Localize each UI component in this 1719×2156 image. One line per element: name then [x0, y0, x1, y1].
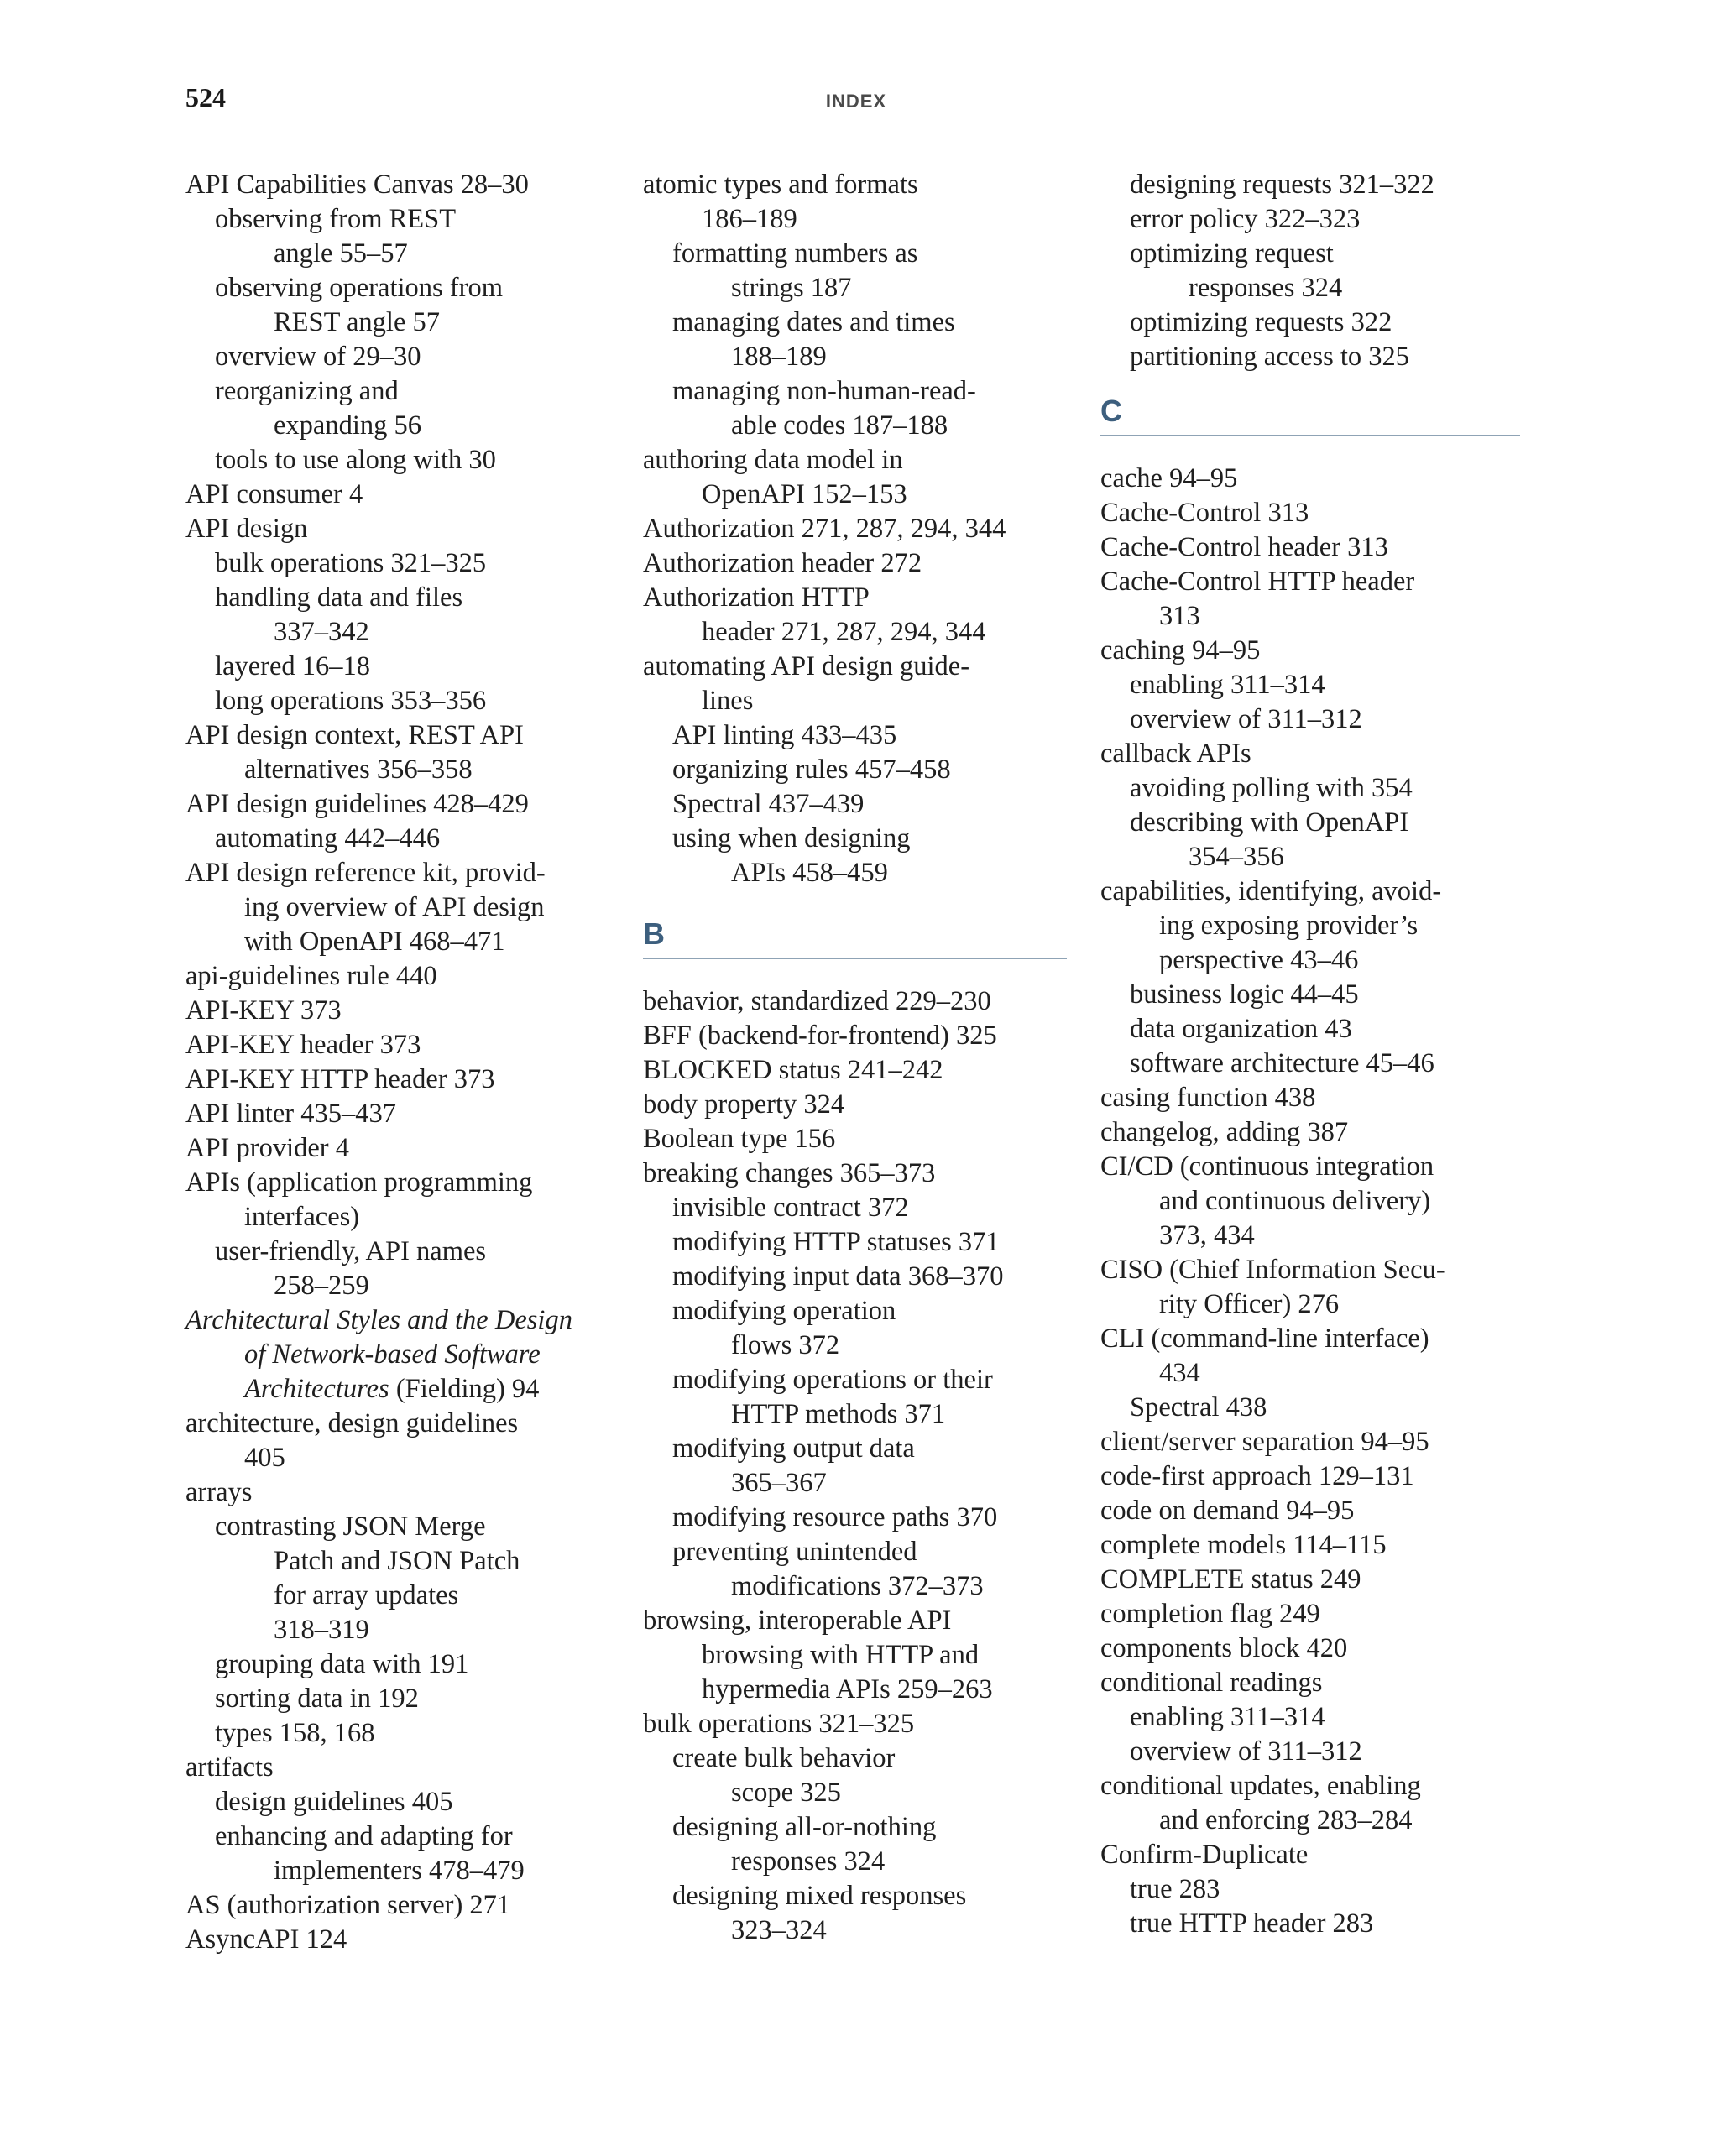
index-entry: CISO (Chief Information Secu- rity Officer) 276 [1100, 1255, 1445, 1319]
index-entry: bulk operations 321–325 [643, 1709, 915, 1739]
index-subentry: reorganizing and expanding 56 [215, 376, 422, 441]
index-entry: Authorization HTTP header 271, 287, 294, 344 [643, 582, 986, 647]
index-subentry: data organization 43 [1130, 1014, 1352, 1044]
index-subentry: true HTTP header 283 [1130, 1908, 1374, 1939]
index-entry: components block 420 [1100, 1633, 1348, 1663]
index-subentry: Spectral 438 [1130, 1392, 1267, 1423]
index-entry: Cache-Control HTTP header 313 [1100, 566, 1415, 631]
index-subentry: API linting 433–435 [672, 720, 897, 750]
index-subentry: enhancing and adapting for implementers 478–479 [215, 1821, 525, 1886]
index-entry: code on demand 94–95 [1100, 1496, 1355, 1526]
index-subentry: types 158, 168 [215, 1718, 375, 1748]
index-subentry: invisible contract 372 [672, 1193, 909, 1223]
index-subentry: design guidelines 405 [215, 1787, 453, 1817]
index-subentry: long operations 353–356 [215, 686, 487, 716]
index-entry: API design reference kit, provid- ing overview of API design with OpenAPI 468–471 [185, 858, 546, 957]
index-entry: authoring data model in OpenAPI 152–153 [643, 445, 907, 509]
index-subentry: modifying operations or their HTTP methods 371 [672, 1365, 993, 1429]
index-subentry: create bulk behavior scope 325 [672, 1743, 896, 1808]
index-subentry: Spectral 437–439 [672, 789, 865, 819]
running-head: INDEX [825, 91, 887, 112]
index-entry: browsing, interoperable API browsing with HTTP and hypermedia APIs 259–263 [643, 1605, 993, 1704]
index-entry: API linter 435–437 [185, 1099, 396, 1129]
index-entry: client/server separation 94–95 [1100, 1427, 1429, 1457]
index-subentry: formatting numbers as strings 187 [672, 238, 918, 303]
index-entry: changelog, adding 387 [1100, 1117, 1349, 1147]
index-entry: completion flag 249 [1100, 1599, 1320, 1629]
index-subentry: software architecture 45–46 [1130, 1048, 1434, 1078]
index-entry: casing function 438 [1100, 1083, 1316, 1113]
index-subentry: partitioning access to 325 [1130, 342, 1410, 372]
index-subentry: contrasting JSON Merge Patch and JSON Patch for array updates 318–319 [215, 1511, 520, 1645]
index-subentry: true 283 [1130, 1874, 1220, 1904]
page-number: 524 [185, 82, 226, 112]
index-subentry: overview of 311–312 [1130, 1736, 1362, 1767]
index-column-1 [185, 168, 622, 1957]
index-subentry: modifying resource paths 370 [672, 1502, 998, 1532]
index-entry: BFF (backend-for-frontend) 325 [643, 1021, 997, 1051]
index-entry: CLI (command-line interface) 434 [1100, 1323, 1429, 1388]
index-subentry: overview of 311–312 [1130, 704, 1362, 734]
index-entry: API provider 4 [185, 1133, 349, 1163]
index-entry: behavior, standardized 229–230 [643, 986, 991, 1016]
index-entry: atomic types and formats 186–189 [643, 170, 918, 234]
index-entry: AS (authorization server) 271 [185, 1890, 511, 1920]
index-subentry: optimizing request responses 324 [1130, 238, 1343, 303]
index-subentry: modifying input data 368–370 [672, 1261, 1004, 1292]
index-subentry: enabling 311–314 [1130, 1702, 1325, 1732]
index-entry: Confirm-Duplicate [1100, 1840, 1309, 1870]
index-entry: AsyncAPI 124 [185, 1924, 347, 1955]
index-column-3 [1100, 168, 1520, 1941]
index-entry: callback APIs [1100, 739, 1251, 769]
index-subentry: automating 442–446 [215, 823, 441, 854]
index-subentry: designing all-or-nothing responses 324 [672, 1812, 937, 1877]
index-entry: API-KEY 373 [185, 995, 342, 1026]
index-entry: Architectural Styles and the Design of Network-based Software Architectures (Fielding) 94 [185, 1305, 572, 1404]
index-subentry: managing dates and times 188–189 [672, 307, 955, 372]
index-subentry: avoiding polling with 354 [1130, 773, 1413, 803]
index-entry: APIs (application programming interfaces) [185, 1167, 533, 1232]
index-entry: architecture, design guidelines 405 [185, 1408, 519, 1473]
index-entry: api-guidelines rule 440 [185, 961, 437, 991]
index-entry: Cache-Control header 313 [1100, 532, 1388, 562]
section-letter-c: C [1100, 393, 1520, 436]
index-entry: artifacts [185, 1752, 274, 1783]
index-subentry: observing operations from REST angle 57 [215, 273, 503, 337]
index-entry: COMPLETE status 249 [1100, 1564, 1361, 1595]
index-subentry: preventing unintended modifications 372–373 [672, 1537, 984, 1601]
index-entry: Authorization 271, 287, 294, 344 [643, 514, 1006, 544]
index-entry: API-KEY HTTP header 373 [185, 1064, 495, 1094]
index-entry: capabilities, identifying, avoid- ing exposing provider’s perspective 43–46 [1100, 876, 1442, 975]
index-subentry: designing requests 321–322 [1130, 170, 1434, 200]
index-entry: arrays [185, 1477, 253, 1507]
index-entry: Boolean type 156 [643, 1124, 836, 1154]
index-entry: body property 324 [643, 1089, 845, 1120]
index-entry: API design context, REST API alternatives 356–358 [185, 720, 524, 785]
index-column-2 [643, 168, 1067, 1948]
index-entry: API-KEY header 373 [185, 1030, 421, 1060]
section-letter-b: B [643, 916, 1067, 959]
index-entry: breaking changes 365–373 [643, 1158, 936, 1188]
index-entry: Authorization header 272 [643, 548, 922, 578]
index-entry: CI/CD (continuous integration and continuous delivery) 373, 434 [1100, 1151, 1434, 1250]
index-subentry: grouping data with 191 [215, 1649, 469, 1679]
index-subentry: observing from REST angle 55–57 [215, 204, 457, 269]
index-subentry: modifying output data 365–367 [672, 1433, 915, 1498]
index-subentry: using when designing APIs 458–459 [672, 823, 911, 888]
index-subentry: overview of 29–30 [215, 342, 421, 372]
index-subentry: user-friendly, API names 258–259 [215, 1236, 487, 1301]
index-entry: cache 94–95 [1100, 463, 1238, 493]
index-entry: conditional readings [1100, 1668, 1323, 1698]
index-entry: API design guidelines 428–429 [185, 789, 529, 819]
index-subentry: enabling 311–314 [1130, 670, 1325, 700]
index-entry: caching 94–95 [1100, 635, 1261, 666]
index-entry: API consumer 4 [185, 479, 363, 509]
index-entry: automating API design guide- lines [643, 651, 970, 716]
index-subentry: error policy 322–323 [1130, 204, 1361, 234]
index-subentry: tools to use along with 30 [215, 445, 496, 475]
index-subentry: handling data and files 337–342 [215, 582, 463, 647]
index-subentry: managing non-human-read- able codes 187–188 [672, 376, 976, 441]
index-entry: complete models 114–115 [1100, 1530, 1387, 1560]
index-entry: code-first approach 129–131 [1100, 1461, 1414, 1491]
index-subentry: sorting data in 192 [215, 1684, 419, 1714]
index-entry: BLOCKED status 241–242 [643, 1055, 943, 1085]
index-subentry: business logic 44–45 [1130, 979, 1359, 1010]
index-entry: API design [185, 514, 308, 544]
index-entry: Cache-Control 313 [1100, 498, 1309, 528]
index-subentry: layered 16–18 [215, 651, 371, 681]
index-subentry: bulk operations 321–325 [215, 548, 487, 578]
index-subentry: modifying HTTP statuses 371 [672, 1227, 1000, 1257]
index-entry: API Capabilities Canvas 28–30 [185, 170, 529, 200]
index-subentry: modifying operation flows 372 [672, 1296, 896, 1360]
index-entry: conditional updates, enabling and enforcing 283–284 [1100, 1771, 1421, 1835]
index-subentry: organizing rules 457–458 [672, 754, 951, 785]
index-subentry: designing mixed responses 323–324 [672, 1881, 967, 1945]
index-subentry: optimizing requests 322 [1130, 307, 1392, 337]
index-subentry: describing with OpenAPI 354–356 [1130, 807, 1409, 872]
